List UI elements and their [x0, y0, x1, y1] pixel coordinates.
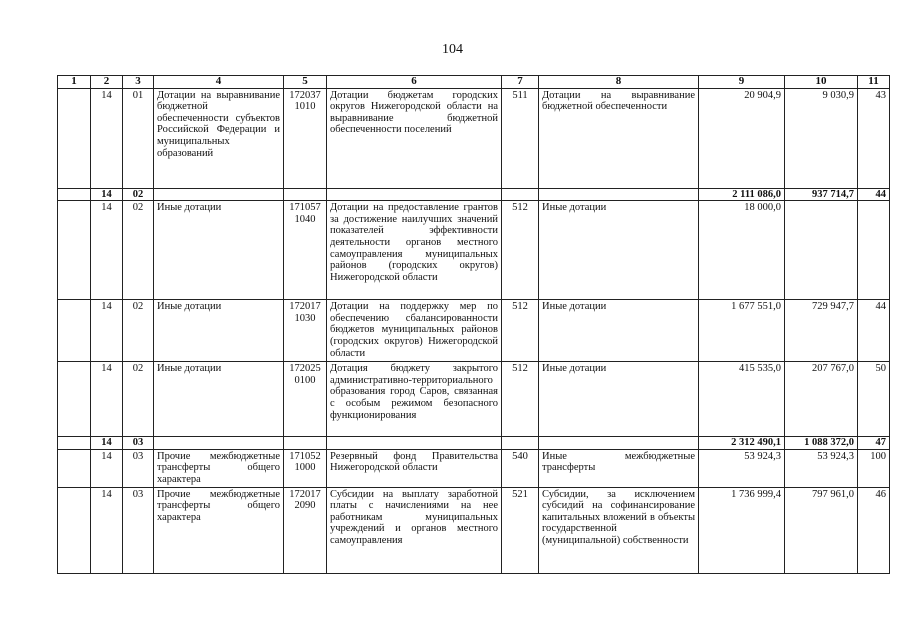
cell-col1: [58, 88, 91, 188]
cell-approved-amount: 415 535,0: [699, 362, 785, 437]
cell-target-code: [284, 188, 327, 201]
cell-col1: [58, 201, 91, 300]
cell-section: 14: [91, 449, 123, 487]
table-row: [58, 88, 890, 188]
cell-section: 14: [91, 437, 123, 450]
cell-col1: [58, 449, 91, 487]
cell-subsection-name: Прочие межбюджетные трансферты общего характера: [154, 449, 284, 487]
cell-percent: 47: [858, 437, 890, 450]
cell-subsection: 03: [123, 487, 154, 573]
cell-section: 14: [91, 88, 123, 188]
cell-executed-amount: 207 767,0: [785, 362, 858, 437]
cell-target-name: Дотации на предоставление грантов за достижение наилучших значений показателей эффективности деятельности органов местного самоуправления муниципальных районов (городских округов) Нижегородской области: [327, 201, 502, 300]
cell-executed-amount: 937 714,7: [785, 188, 858, 201]
cell-subsection-name: Дотации на выравнивание бюджетной обеспеченности субъектов Российской Федерации и муниципальных образований: [154, 88, 284, 188]
cell-executed-amount: 797 961,0: [785, 487, 858, 573]
col-header-2: 2: [91, 76, 123, 89]
cell-subsection-name: Прочие межбюджетные трансферты общего характера: [154, 487, 284, 573]
cell-executed-amount: 53 924,3: [785, 449, 858, 487]
cell-expense-type: 512: [502, 201, 539, 300]
cell-expense-type: 540: [502, 449, 539, 487]
cell-percent: 43: [858, 88, 890, 188]
cell-target-name: Субсидии на выплату заработной платы с начислениями на нее работникам муниципальных учреждений и органов местного самоуправления: [327, 487, 502, 573]
col-header-10: 10: [785, 76, 858, 89]
cell-approved-amount: 18 000,0: [699, 201, 785, 300]
cell-expense-type-name: Иные дотации: [539, 362, 699, 437]
cell-target-name: Дотация бюджету закрытого административно-территориального образования город Саров, связанная с особым режимом безопасного функционирования: [327, 362, 502, 437]
subtotal-row: [58, 437, 890, 450]
cell-col1: [58, 437, 91, 450]
cell-section: 14: [91, 487, 123, 573]
cell-subsection: 02: [123, 201, 154, 300]
cell-executed-amount: 729 947,7: [785, 300, 858, 362]
table-row: [58, 449, 890, 487]
cell-subsection: 02: [123, 300, 154, 362]
cell-target-code: 171057 1040: [284, 201, 327, 300]
col-header-3: 3: [123, 76, 154, 89]
cell-target-name: [327, 188, 502, 201]
col-header-4: 4: [154, 76, 284, 89]
cell-expense-type: 512: [502, 362, 539, 437]
cell-subsection: 01: [123, 88, 154, 188]
cell-expense-type-name: Дотации на выравнивание бюджетной обеспеченности: [539, 88, 699, 188]
cell-approved-amount: 1 736 999,4: [699, 487, 785, 573]
cell-subsection: 03: [123, 449, 154, 487]
cell-subsection-name: Иные дотации: [154, 201, 284, 300]
cell-col1: [58, 487, 91, 573]
cell-percent: 44: [858, 300, 890, 362]
col-header-6: 6: [327, 76, 502, 89]
subtotal-row: [58, 188, 890, 201]
page-number: 104: [442, 42, 463, 57]
cell-executed-amount: [785, 201, 858, 300]
col-header-5: 5: [284, 76, 327, 89]
cell-target-code: 172037 1010: [284, 88, 327, 188]
cell-expense-type-name: Субсидии, за исключением субсидий на софинансирование капитальных вложений в объекты государственной (муниципальной) собственности: [539, 487, 699, 573]
cell-section: 14: [91, 188, 123, 201]
cell-target-name: Резервный фонд Правительства Нижегородской области: [327, 449, 502, 487]
cell-expense-type-name: Иные межбюджетные трансферты: [539, 449, 699, 487]
cell-section: 14: [91, 362, 123, 437]
header-row: [58, 76, 890, 89]
cell-expense-type: 511: [502, 88, 539, 188]
cell-executed-amount: 9 030,9: [785, 88, 858, 188]
cell-col1: [58, 188, 91, 201]
col-header-7: 7: [502, 76, 539, 89]
cell-percent: 46: [858, 487, 890, 573]
cell-subsection-name: [154, 437, 284, 450]
table-row: [58, 300, 890, 362]
cell-subsection-name: Иные дотации: [154, 362, 284, 437]
cell-expense-type-name: Иные дотации: [539, 300, 699, 362]
cell-executed-amount: 1 088 372,0: [785, 437, 858, 450]
cell-target-code: 172017 2090: [284, 487, 327, 573]
cell-subsection: 03: [123, 437, 154, 450]
cell-percent: 100: [858, 449, 890, 487]
cell-expense-type: 521: [502, 487, 539, 573]
cell-expense-type-name: Иные дотации: [539, 201, 699, 300]
cell-percent: 44: [858, 188, 890, 201]
table-row: [58, 201, 890, 300]
cell-subsection-name: Иные дотации: [154, 300, 284, 362]
cell-section: 14: [91, 201, 123, 300]
cell-col1: [58, 300, 91, 362]
cell-target-code: 171052 1000: [284, 449, 327, 487]
cell-percent: 50: [858, 362, 890, 437]
cell-target-code: [284, 437, 327, 450]
col-header-1: 1: [58, 76, 91, 89]
cell-subsection: 02: [123, 362, 154, 437]
cell-approved-amount: 2 111 086,0: [699, 188, 785, 201]
cell-section: 14: [91, 300, 123, 362]
cell-col1: [58, 362, 91, 437]
table-row: [58, 362, 890, 437]
cell-approved-amount: 2 312 490,1: [699, 437, 785, 450]
cell-expense-type: [502, 437, 539, 450]
cell-expense-type-name: [539, 188, 699, 201]
cell-expense-type: [502, 188, 539, 201]
cell-expense-type: 512: [502, 300, 539, 362]
cell-subsection: 02: [123, 188, 154, 201]
cell-target-name: Дотации на поддержку мер по обеспечению сбалансированности бюджетов муниципальных районов (городских округов) Нижегородской области: [327, 300, 502, 362]
cell-target-code: 172017 1030: [284, 300, 327, 362]
cell-percent: [858, 201, 890, 300]
col-header-9: 9: [699, 76, 785, 89]
cell-expense-type-name: [539, 437, 699, 450]
budget-table: [57, 75, 890, 574]
cell-target-code: 172025 0100: [284, 362, 327, 437]
cell-approved-amount: 53 924,3: [699, 449, 785, 487]
cell-target-name: [327, 437, 502, 450]
table-row: [58, 487, 890, 573]
col-header-8: 8: [539, 76, 699, 89]
cell-subsection-name: [154, 188, 284, 201]
cell-approved-amount: 20 904,9: [699, 88, 785, 188]
cell-approved-amount: 1 677 551,0: [699, 300, 785, 362]
cell-target-name: Дотации бюджетам городских округов Нижегородской области на выравнивание бюджетной обеспеченности поселений: [327, 88, 502, 188]
col-header-11: 11: [858, 76, 890, 89]
